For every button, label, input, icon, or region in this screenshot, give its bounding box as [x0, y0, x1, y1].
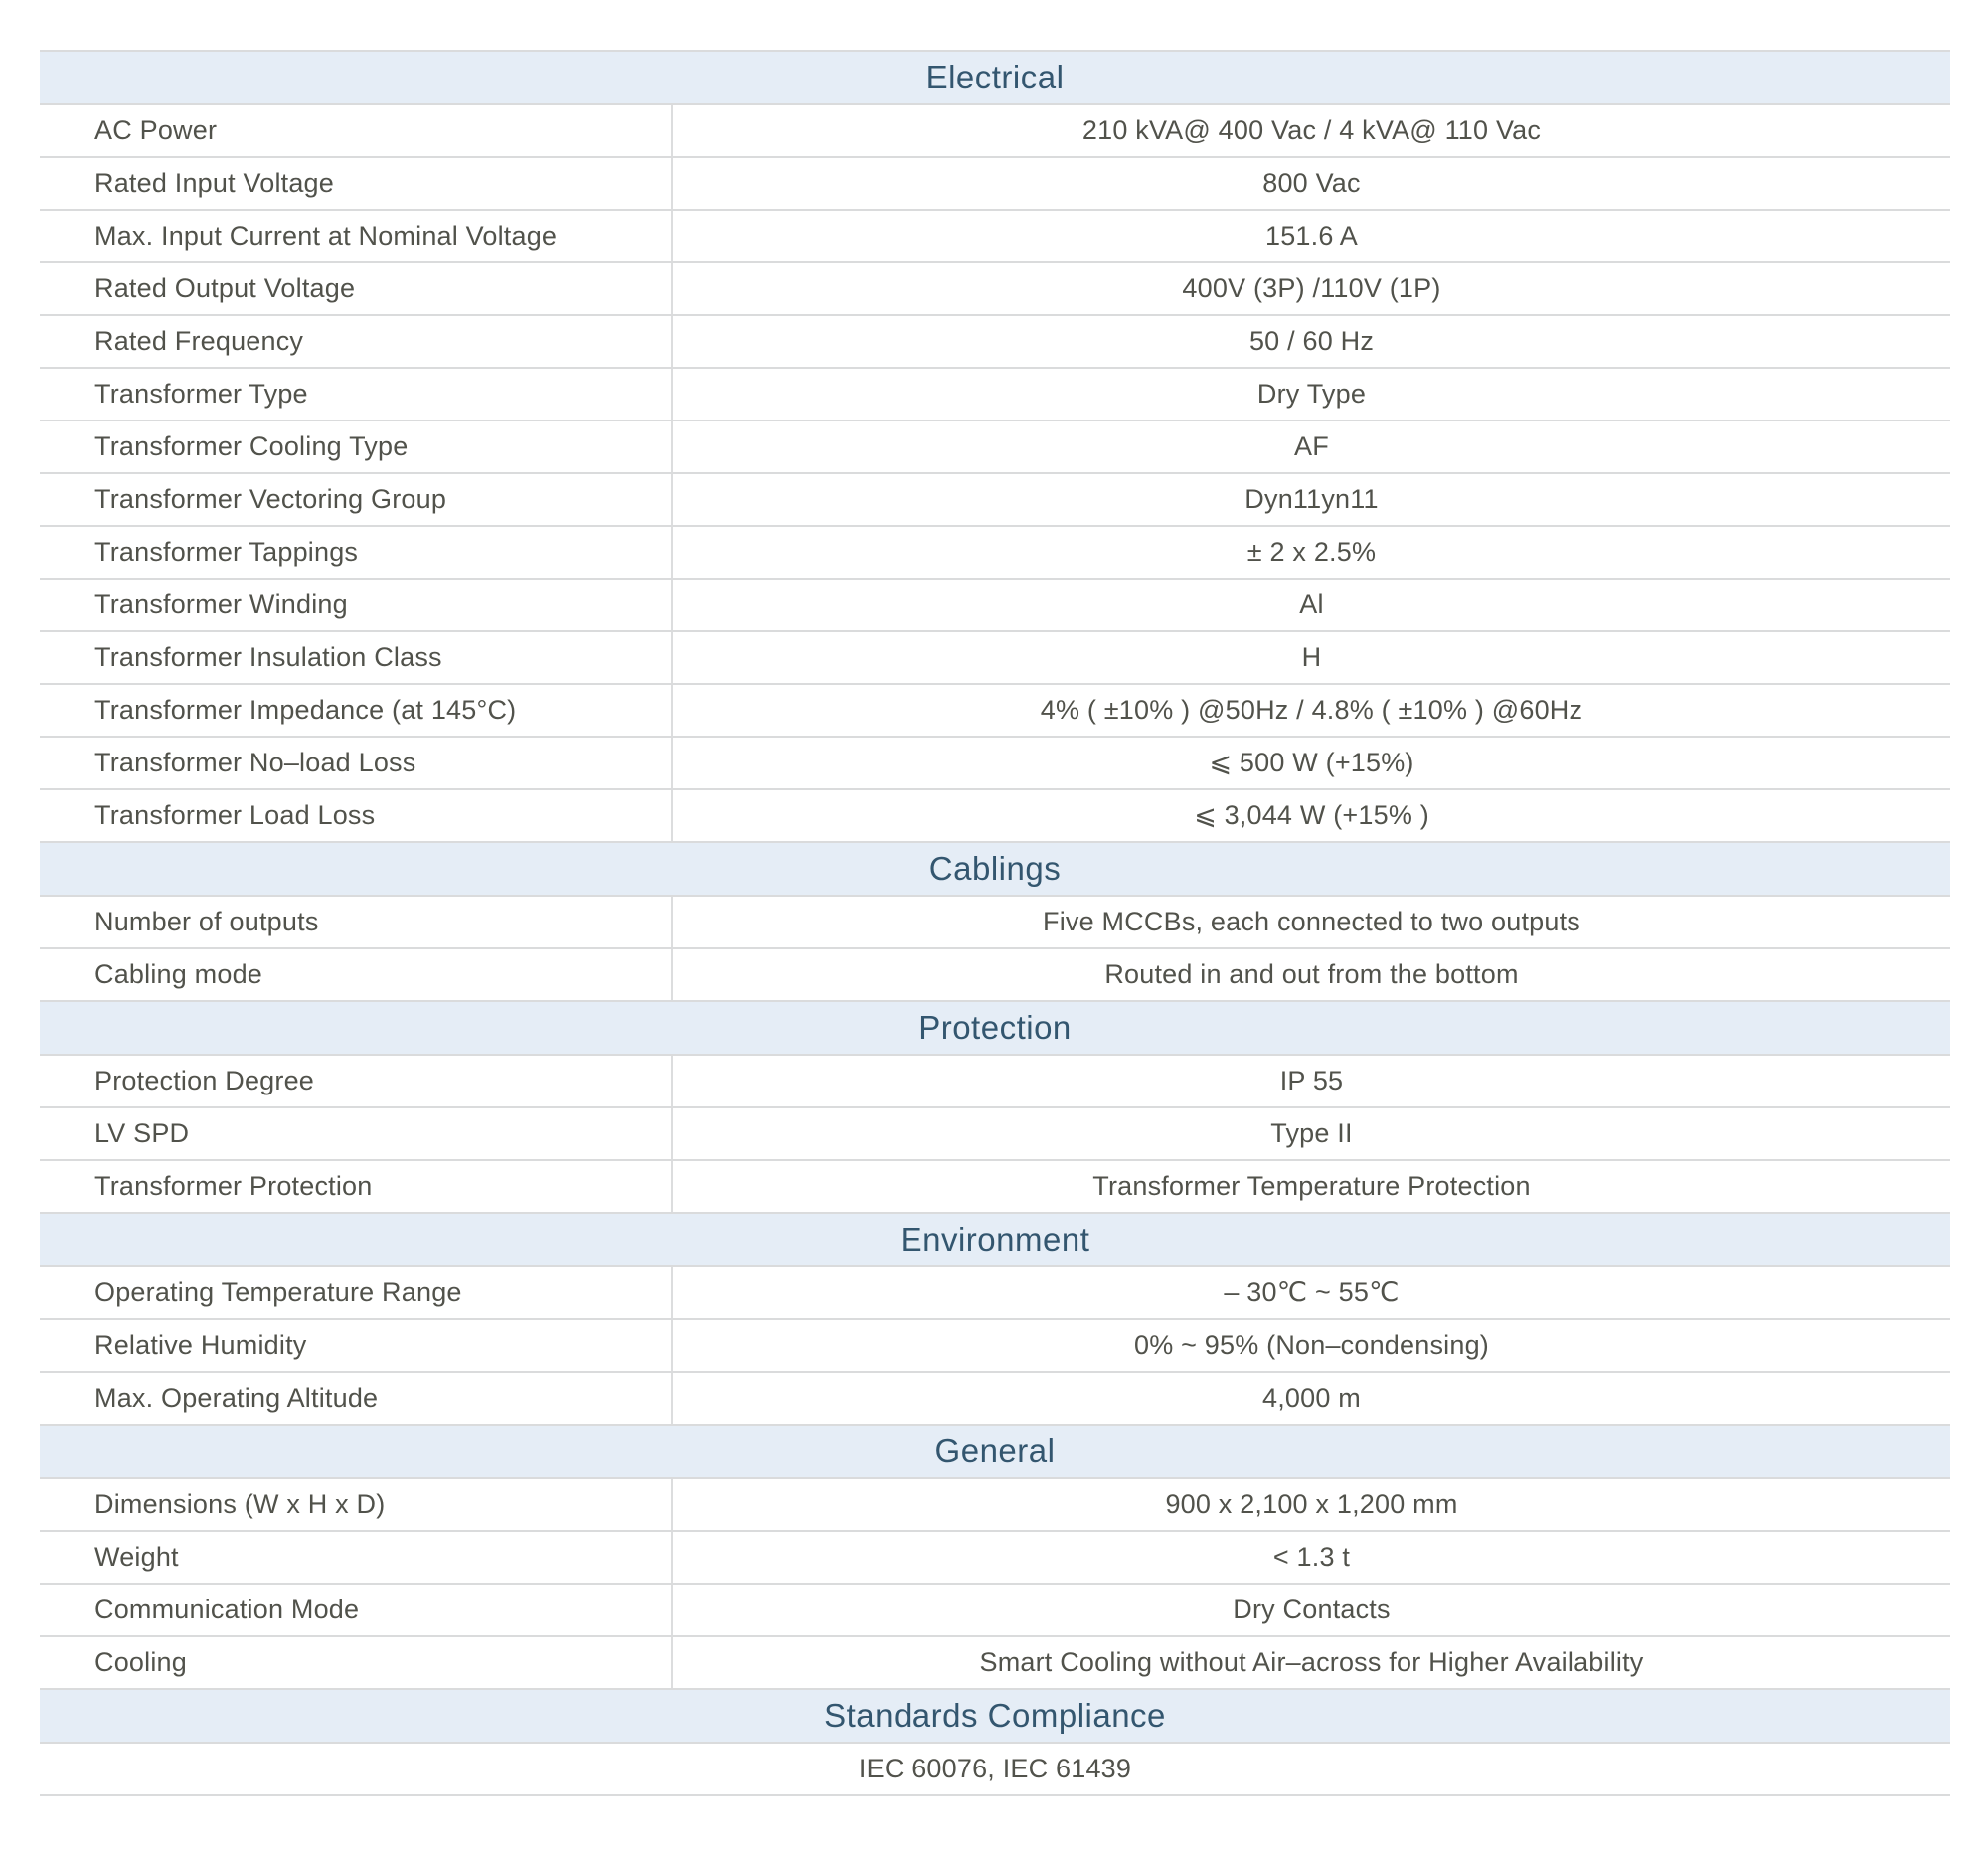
table-row	[40, 527, 1950, 580]
table-row	[40, 790, 1950, 843]
spec-label: Transformer Tappings	[40, 527, 673, 578]
spec-label: Transformer Impedance (at 145°C)	[40, 685, 673, 736]
spec-label: Transformer Type	[40, 369, 673, 420]
spec-label: Rated Output Voltage	[40, 263, 673, 314]
spec-table	[40, 50, 1950, 1796]
table-row	[40, 1267, 1950, 1320]
spec-value: IP 55	[1279, 1066, 1344, 1095]
spec-label: Operating Temperature Range	[40, 1267, 673, 1318]
table-row	[40, 369, 1950, 421]
table-row	[40, 1320, 1950, 1373]
spec-value: Dry Contacts	[1233, 1595, 1391, 1624]
table-row	[40, 316, 1950, 369]
section-title: Environment	[900, 1221, 1090, 1258]
spec-label: Weight	[40, 1532, 673, 1583]
spec-value: Five MCCBs, each connected to two outputs	[1043, 907, 1580, 936]
spec-label: Relative Humidity	[40, 1320, 673, 1371]
spec-value: Al	[1299, 589, 1324, 619]
spec-value: Type II	[1270, 1118, 1353, 1148]
section-title: Cablings	[928, 850, 1062, 887]
table-row	[40, 421, 1950, 474]
spec-label: Dimensions (W x H x D)	[40, 1479, 673, 1530]
table-row	[40, 685, 1950, 738]
spec-value: 50 / 60 Hz	[1248, 326, 1375, 356]
spec-value: 4% ( ±10% ) @50Hz / 4.8% ( ±10% ) @60Hz	[1040, 695, 1583, 725]
table-row	[40, 105, 1950, 158]
spec-value: Transformer Temperature Protection	[1092, 1171, 1531, 1201]
table-row	[40, 1161, 1950, 1214]
section-title: Standards Compliance	[824, 1697, 1166, 1734]
spec-value: 151.6 A	[1265, 221, 1358, 251]
spec-label: Transformer Load Loss	[40, 790, 673, 841]
table-row	[40, 474, 1950, 527]
section-title: General	[934, 1432, 1056, 1469]
spec-value: – 30℃ ~ 55℃	[1224, 1277, 1400, 1307]
spec-label: Rated Input Voltage	[40, 158, 673, 209]
spec-label: Number of outputs	[40, 897, 673, 947]
section-header	[40, 843, 1950, 897]
spec-value: IEC 60076, IEC 61439	[858, 1754, 1132, 1783]
spec-label: Rated Frequency	[40, 316, 673, 367]
table-row	[40, 632, 1950, 685]
table-row	[40, 1637, 1950, 1690]
spec-label: Transformer No–load Loss	[40, 738, 673, 788]
spec-label: Cabling mode	[40, 949, 673, 1000]
spec-label: Cooling	[40, 1637, 673, 1688]
spec-label: Communication Mode	[40, 1585, 673, 1635]
spec-value: 4,000 m	[1262, 1383, 1361, 1413]
spec-value: H	[1301, 642, 1322, 672]
spec-label: Max. Input Current at Nominal Voltage	[40, 211, 673, 261]
spec-label: Transformer Vectoring Group	[40, 474, 673, 525]
spec-label: LV SPD	[40, 1108, 673, 1159]
spec-value: Dyn11yn11	[1244, 484, 1379, 514]
spec-label: Max. Operating Altitude	[40, 1373, 673, 1424]
table-row	[40, 1532, 1950, 1585]
table-row	[40, 211, 1950, 263]
table-row	[40, 1108, 1950, 1161]
table-row	[40, 263, 1950, 316]
section-header	[40, 1214, 1950, 1267]
section-header	[40, 1690, 1950, 1744]
spec-value: ⩽ 500 W (+15%)	[1209, 748, 1414, 777]
table-row	[40, 1373, 1950, 1426]
table-row	[40, 1479, 1950, 1532]
spec-value: Routed in and out from the bottom	[1104, 959, 1519, 989]
spec-value: 0% ~ 95% (Non–condensing)	[1134, 1330, 1489, 1360]
spec-value: < 1.3 t	[1272, 1542, 1351, 1572]
spec-value: 800 Vac	[1262, 168, 1361, 198]
spec-label: AC Power	[40, 105, 673, 156]
spec-value: ± 2 x 2.5%	[1246, 537, 1377, 567]
spec-value: Smart Cooling without Air–across for Higher Availability	[979, 1647, 1644, 1677]
spec-label: Protection Degree	[40, 1056, 673, 1106]
table-row	[40, 580, 1950, 632]
section-header	[40, 1002, 1950, 1056]
spec-value: ⩽ 3,044 W (+15% )	[1194, 800, 1429, 830]
section-header	[40, 52, 1950, 105]
table-row	[40, 897, 1950, 949]
spec-label: Transformer Winding	[40, 580, 673, 630]
spec-label: Transformer Insulation Class	[40, 632, 673, 683]
spec-value: 900 x 2,100 x 1,200 mm	[1165, 1489, 1458, 1519]
spec-value: 210 kVA@ 400 Vac / 4 kVA@ 110 Vac	[1081, 115, 1542, 145]
spec-label: Transformer Cooling Type	[40, 421, 673, 472]
spec-label: Transformer Protection	[40, 1161, 673, 1212]
table-row	[40, 738, 1950, 790]
section-title: Protection	[918, 1009, 1072, 1046]
table-row	[40, 158, 1950, 211]
section-title: Electrical	[925, 59, 1065, 95]
table-row	[40, 949, 1950, 1002]
table-row	[40, 1585, 1950, 1637]
section-header	[40, 1426, 1950, 1479]
table-row	[40, 1056, 1950, 1108]
spec-value: 400V (3P) /110V (1P)	[1182, 273, 1441, 303]
spec-value: AF	[1294, 431, 1329, 461]
spec-value: Dry Type	[1256, 379, 1367, 409]
table-row-full-width	[40, 1744, 1950, 1796]
